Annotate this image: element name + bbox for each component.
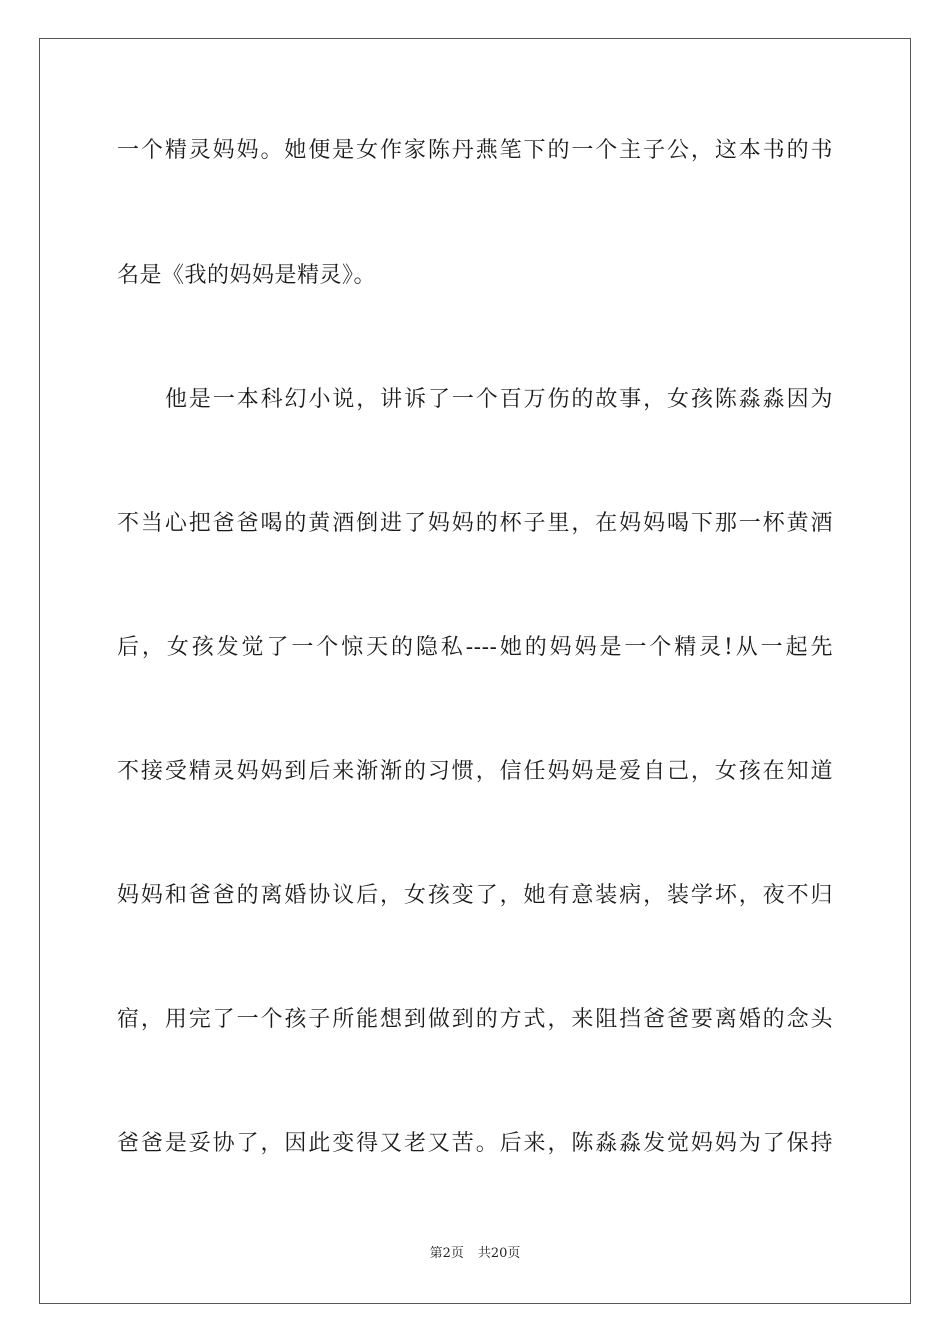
text-line-5: 后，女孩发觉了一个惊天的隐私----她的妈妈是一个精灵!从一起先: [117, 635, 833, 660]
text-line-3: 他是一本科幻小说，讲诉了一个百万伤的故事，女孩陈淼淼因为: [165, 387, 833, 412]
page-border: [39, 38, 911, 1304]
text-line-9: 爸爸是妥协了，因此变得又老又苦。后来，陈淼淼发觉妈妈为了保持: [117, 1131, 833, 1156]
page-number: 第2页: [429, 1246, 464, 1261]
text-line-1: 一个精灵妈妈。她便是女作家陈丹燕笔下的一个主子公，这本书的书: [117, 138, 833, 163]
text-line-6: 不接受精灵妈妈到后来渐渐的习惯，信任妈妈是爱自己，女孩在知道: [117, 759, 833, 784]
text-line-7: 妈妈和爸爸的离婚协议后，女孩变了，她有意装病，装学坏，夜不归: [117, 883, 833, 908]
text-line-8: 宿，用完了一个孩子所能想到做到的方式，来阻挡爸爸要离婚的念头: [117, 1007, 833, 1032]
text-line-2: 名是《我的妈妈是精灵》。: [117, 263, 377, 288]
page-total: 共20页: [477, 1246, 521, 1261]
text-line-4: 不当心把爸爸喝的黄酒倒进了妈妈的杯子里，在妈妈喝下那一杯黄酒: [117, 511, 833, 536]
page-footer: [0, 1244, 950, 1264]
